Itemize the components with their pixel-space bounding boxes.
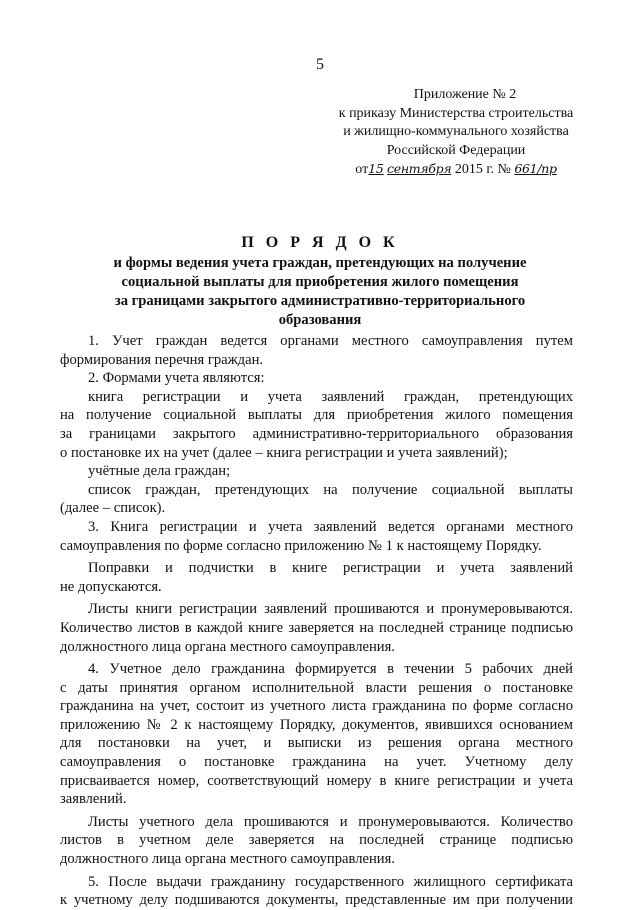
body-line: (далее – список). <box>60 500 166 517</box>
body-line: должностного лица органа местного самоуправления. <box>60 851 395 868</box>
body-line: приложению № 2 к настоящему Порядку, документов, явившихся основанием <box>60 716 573 733</box>
body-line: Листы книги регистрации заявлений прошиваются и пронумеровываются. <box>88 601 573 618</box>
body-line: для постановки на учет, и выписки из решения органа местного <box>60 735 573 752</box>
body-line: с даты принятия органом исполнительной власти решения о постановке <box>60 679 573 696</box>
handwritten-order-number: 661/пр <box>514 161 557 176</box>
body-line: к учетному делу подшиваются документы, представленные им при получении <box>60 892 573 909</box>
body-line: список граждан, претендующих на получение социальной выплаты <box>88 481 573 498</box>
title-subtitle <box>60 254 580 330</box>
body-line: на получение социальной выплаты для приобретения жилого помещения <box>60 407 573 424</box>
body-line: гражданина на учет, состоит из учетного листа гражданина по форме согласно <box>60 698 573 715</box>
subtitle-line: за границами закрытого административно-территориального <box>114 293 526 309</box>
body-line: заявлений. <box>60 791 127 808</box>
body-line: Количество листов в каждой книге заверяется на последней странице подписью <box>60 619 573 636</box>
body-line: 2. Формами учета являются: <box>88 370 265 387</box>
body-line: книга регистрации и учета заявлений граждан, претендующих <box>88 388 573 405</box>
appendix-label: Приложение № 2 <box>413 87 517 102</box>
body-line: за границами закрытого административно-территориального образования <box>60 425 573 442</box>
handwritten-day: 15 <box>368 161 384 176</box>
appendix-ministry: и жилищно-коммунального хозяйства <box>343 124 569 139</box>
body-line: 1. Учет граждан ведется органами местного самоуправления путем <box>88 333 573 349</box>
handwritten-month: сентября <box>387 161 452 176</box>
body-line: 3. Книга регистрации и учета заявлений ведется органами местного <box>88 518 573 535</box>
body-line: 4. Учетное дело гражданина формируется в течении 5 рабочих дней <box>88 661 573 678</box>
subtitle-line: и формы ведения учета граждан, претендующих на получение <box>113 255 527 271</box>
body-line: Листы учетного дела прошиваются и пронумеровываются. Количество <box>88 813 573 830</box>
body-line: должностного лица органа местного самоуправления. <box>60 638 395 655</box>
subtitle-line: социальной выплаты для приобретения жилого помещения <box>121 274 519 290</box>
subtitle-line: образования <box>278 312 362 328</box>
body-line: не допускаются. <box>60 578 162 595</box>
body-line: 5. После выдачи гражданину государственного жилищного сертификата <box>88 873 573 890</box>
appendix-header <box>318 86 594 180</box>
body-line: присваивается номер, соответствующий номеру в книге регистрации и учета <box>60 772 573 789</box>
body-line: Поправки и подчистки в книге регистрации и учета заявлений <box>88 560 573 577</box>
title-main: П О Р Я Д О К <box>241 234 399 251</box>
appendix-date-line <box>318 160 594 180</box>
document-body <box>60 332 573 910</box>
body-line: самоуправления о постановке гражданина на учет. Учетному делу <box>60 754 573 771</box>
body-line: листов в учетном деле заверяется на последней странице подписью <box>60 832 573 849</box>
date-prefix: от <box>355 162 369 177</box>
appendix-order-ref: к приказу Министерства строительства <box>338 105 574 121</box>
page-number: 5 <box>316 56 324 73</box>
body-line: самоуправления по форме согласно приложению № 1 к настоящему Порядку. <box>60 537 542 554</box>
body-line: формирования перечня граждан. <box>60 351 264 368</box>
date-year: 2015 г. № <box>454 162 511 177</box>
body-line: учётные дела граждан; <box>88 463 231 480</box>
body-line: о постановке их на учет (далее – книга регистрации и учета заявлений); <box>60 444 508 461</box>
document-title <box>60 232 580 330</box>
appendix-country: Российской Федерации <box>386 142 526 158</box>
